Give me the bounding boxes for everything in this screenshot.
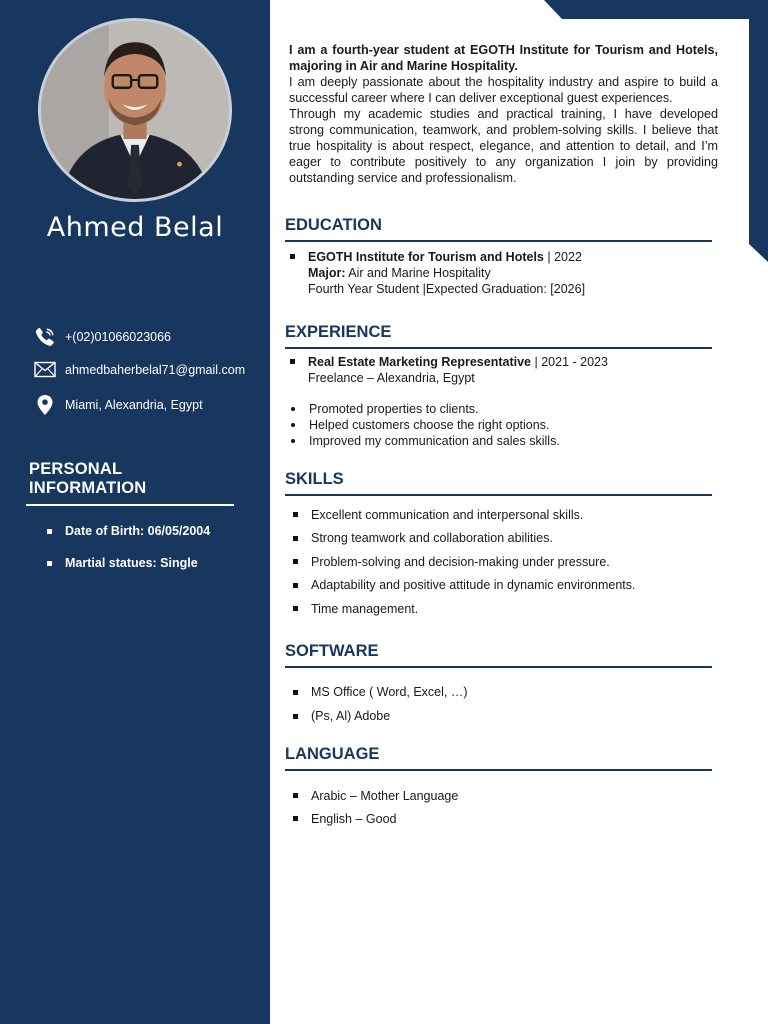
bullet-icon — [293, 559, 298, 564]
skill-item: Time management. — [311, 601, 419, 616]
software-list — [293, 680, 468, 728]
list-item — [293, 550, 636, 574]
major-label: Major: — [308, 266, 346, 280]
bullet-icon — [291, 423, 295, 427]
language-heading: LANGUAGE — [285, 745, 712, 771]
bullet-icon — [293, 714, 298, 719]
education-entry — [290, 249, 585, 297]
language-item: English – Good — [311, 811, 397, 826]
software-heading: SOFTWARE — [285, 642, 712, 668]
summary-paragraph: Through my academic studies and practical training, I have developed strong communication, teamwork, and problem-solving skills. I believe that true hospitality is about respect, elegance, and attention to detail, and I’m eager to contribute positively to any organization I join by providing outstanding service and professionalism. — [289, 107, 718, 185]
experience-entry — [290, 354, 608, 386]
experience-heading: EXPERIENCE — [285, 323, 712, 349]
marital-status: Martial statues: Single — [65, 556, 198, 570]
date-of-birth: Date of Birth: 06/05/2004 — [65, 524, 211, 538]
skill-item: Excellent communication and interpersonal skills. — [311, 507, 584, 522]
list-item — [290, 401, 560, 417]
list-item — [293, 574, 636, 598]
map-pin-icon — [34, 394, 65, 416]
list-item — [290, 433, 560, 449]
contact-email — [34, 361, 245, 378]
phone-number: +(02)01066023066 — [65, 330, 171, 344]
list-item — [290, 417, 560, 433]
list-item — [293, 807, 458, 830]
summary-lead: I am a fourth-year student at EGOTH Institute for Tourism and Hotels, majoring in Air and Marine Hospitality. — [289, 43, 718, 73]
bullet-icon — [293, 690, 298, 695]
experience-point: Helped customers choose the right options. — [309, 418, 550, 432]
personal-info-heading: PERSONAL INFORMATION — [26, 460, 234, 506]
skills-list — [293, 503, 636, 621]
education-institution-row — [290, 249, 585, 265]
education-status: Fourth Year Student |Expected Graduation: [2026] — [308, 282, 586, 296]
job-title: Real Estate Marketing Representative — [308, 355, 532, 369]
phone-icon — [34, 326, 65, 348]
education-year: | 2022 — [543, 250, 582, 264]
skill-item: Problem-solving and decision-making under pressure. — [311, 554, 610, 569]
institution-name: EGOTH Institute for Tourism and Hotels — [308, 250, 544, 264]
bullet-icon — [47, 529, 52, 534]
location-text: Miami, Alexandria, Egypt — [65, 398, 203, 412]
skill-item: Strong teamwork and collaboration abilities. — [311, 531, 553, 546]
skills-heading: SKILLS — [285, 470, 712, 496]
personal-info-list — [47, 515, 210, 579]
bullet-icon — [291, 439, 295, 443]
language-list — [293, 784, 458, 830]
email-address: ahmedbaherbelal71@gmail.com — [65, 362, 246, 377]
job-period: | 2021 - 2023 — [531, 355, 608, 369]
experience-points — [290, 401, 560, 449]
software-item: (Ps, Al) Adobe — [311, 709, 391, 723]
list-item — [293, 680, 468, 704]
list-item — [293, 704, 468, 728]
person-portrait-icon — [41, 21, 229, 199]
bullet-icon — [293, 583, 298, 588]
bullet-icon — [290, 254, 295, 259]
list-item — [47, 515, 210, 547]
list-item — [293, 597, 636, 621]
bullet-icon — [293, 816, 298, 821]
bullet-icon — [291, 407, 295, 411]
bullet-icon — [293, 512, 298, 517]
education-heading: EDUCATION — [285, 216, 712, 242]
language-item: Arabic – Mother Language — [311, 788, 459, 803]
list-item — [293, 527, 636, 551]
list-item — [293, 784, 458, 807]
experience-point: Improved my communication and sales skills. — [309, 434, 560, 448]
education-major-row — [290, 265, 585, 281]
profile-photo — [38, 18, 232, 202]
job-place: Freelance – Alexandria, Egypt — [308, 371, 475, 385]
summary-paragraph: I am deeply passionate about the hospitality industry and aspire to build a successful career where I can deliver exceptional guest experiences. — [289, 75, 718, 105]
bullet-icon — [290, 359, 295, 364]
sidebar — [0, 0, 270, 1024]
envelope-icon — [34, 361, 65, 378]
major-value: Air and Marine Hospitality — [345, 266, 491, 280]
bullet-icon — [293, 793, 298, 798]
contact-phone — [34, 326, 171, 348]
list-item — [47, 547, 210, 579]
full-name: Ahmed Belal — [46, 212, 224, 243]
contact-location — [34, 394, 203, 416]
profile-summary — [289, 42, 718, 186]
experience-point: Promoted properties to clients. — [309, 402, 479, 416]
list-item — [293, 503, 636, 527]
bullet-icon — [293, 606, 298, 611]
bullet-icon — [293, 536, 298, 541]
bullet-icon — [47, 561, 52, 566]
skill-item: Adaptability and positive attitude in dynamic environments. — [311, 578, 636, 593]
software-item: MS Office ( Word, Excel, …) — [311, 685, 468, 699]
experience-role-row — [290, 354, 608, 370]
